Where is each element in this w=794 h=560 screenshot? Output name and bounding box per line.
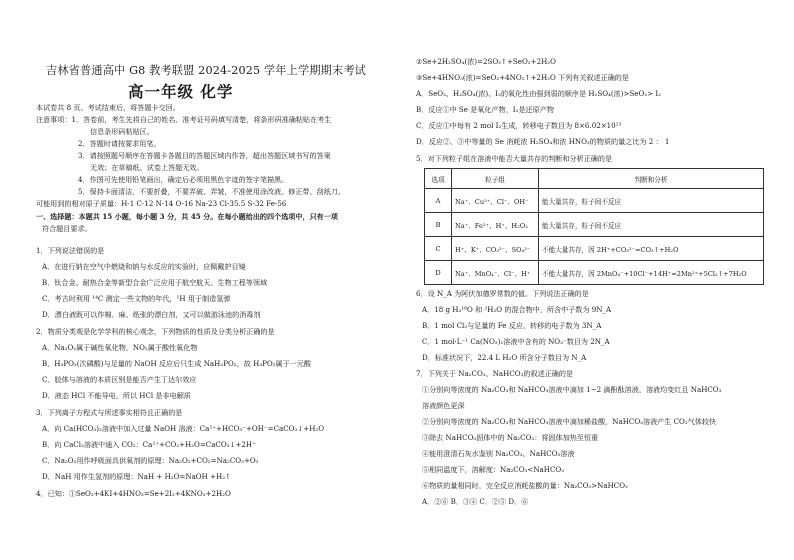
option-line: B．1 mol Cl₂与足量的 Fe 反应，转移的电子数为 3N_A (422, 321, 602, 330)
option-line: D．反应②、③中等量的 Se 消耗浓 H₂SO₄和浓 HNO₃的物质的量之比为 2 ： 1 (416, 137, 670, 146)
table-cell: 能大量共存，粒子间不反应 (539, 189, 764, 213)
option-line: D．液态 HCl 不能导电，所以 HCl 是非电解质 (42, 391, 191, 400)
option-line: D．标准状况下，22.4 L H₂O 所含分子数目为 N_A (422, 353, 587, 362)
question-stem: 1．下列说法错误的是 (36, 246, 105, 255)
option-line: C．考古时利用 ¹⁴C 测定一些文物的年代，¹H 用于制造氢弹 (42, 294, 231, 303)
option-line: C．1 mol·L⁻¹ Ca(NO₃)₂溶液中含有的 NO₃⁻数目为 2N_A (422, 337, 610, 346)
question-stem: 5．对下列粒子组在溶液中能否大量共存的判断和分析正确的是 (416, 154, 613, 163)
question-stem: 6．设 N_A 为阿伏加德罗常数的值。下列说法正确的是 (416, 289, 589, 298)
text-line: ④能用澄清石灰水鉴别 Na₂CO₃、NaHCO₃溶液 (422, 449, 575, 458)
table-cell: Na⁺、Fe²⁺、H⁺、H₂O₂ (452, 213, 539, 237)
option-line: A．Na₂O₂属于碱性氧化物，NO₂属于酸性氧化物 (42, 343, 198, 352)
text-line: 符合题目要求。 (42, 224, 92, 233)
table-cell: 不能大量共存，因 2H⁺+CO₃²⁻=CO₂↑+H₂O (539, 237, 764, 261)
table-row (425, 237, 764, 261)
table-cell: D (425, 261, 452, 285)
text-line: ③Se+4HNO₃(浓)=SeO₂+4NO₂↑+2H₂O 下列有关叙述正确的是 (416, 73, 629, 82)
table-header-cell: 判断和分析 (539, 169, 764, 189)
text-line: ②Se+2H₂SO₄(浓)=2SO₂↑+SeO₂+2H₂O (416, 57, 556, 66)
table-cell: B (425, 213, 452, 237)
text-line: 注意事项：1．答卷前，考生先将自己的姓名、准考证号码填写清楚，将条形码准确粘贴在考生 (36, 115, 332, 124)
table-header-cell: 粒子组 (452, 169, 539, 189)
table-row (425, 261, 764, 285)
text-line: 3．请按照题号顺序在答题卡各题目的答题区域内作答，超出答题区域书写的答案 (78, 151, 331, 160)
ion-coexistence-table (424, 168, 764, 285)
option-line: A．②⑥ B．③④ C．②⑤ D．⑥ (422, 497, 529, 506)
question-stem: 7．下列关于 Na₂CO₃、NaHCO₃的叙述正确的是 (416, 369, 574, 378)
text-line: 信息条形码粘贴区。 (90, 127, 154, 136)
option-line: C．Na₂O₂用作呼吸面具供氧剂的原理：Na₂O₂+CO₂=Na₂CO₃+O₂ (42, 456, 259, 465)
option-line: D．漂白液既可以作棉、麻、纸张的漂白剂，又可以做游泳池的消毒剂 (42, 310, 261, 319)
table-header-row (425, 169, 764, 189)
table-cell: Na⁺、Cu²⁺、Cl⁻、OH⁻ (452, 189, 539, 213)
text-line: 无效；在草稿纸、试卷上答题无效。 (90, 163, 204, 172)
text-line: 本试卷共 8 页。考试结束后，将答题卡交回。 (36, 103, 180, 112)
table-header-cell: 选项 (425, 169, 452, 189)
table-cell: 能大量共存，粒子间不反应 (539, 213, 764, 237)
text-line: ⑥物质的量相同时，完全反应消耗盐酸的量：Na₂CO₃>NaHCO₃ (422, 481, 628, 490)
exam-title: 吉林省普通高中 G8 教考联盟 2024-2025 学年上学期期末考试 (46, 64, 367, 77)
text-line: ①分别向等浓度的 Na₂CO₃和 NaHCO₃溶液中滴加 1~2 滴酚酞溶液，溶液均变红且 NaHCO₃ (422, 385, 722, 394)
section-heading: 一、选择题：本题共 15 小题，每小题 3 分，共 45 分。在每小题给出的四个选项中，只有一项 (36, 212, 338, 221)
text-line: ③除去 NaHCO₃固体中的 Na₂CO₃：将固体加热至恒重 (422, 433, 599, 442)
option-line: A．SeO₂、H₂SO₄(浓)、I₂的氧化性由强到弱的顺序是 H₂SO₄(浓)>SeO₂> I₂ (416, 89, 662, 98)
question-stem: 4．已知：①SeO₂+4KI+4HNO₃=Se+2I₂+4KNO₃+2H₂O (36, 489, 231, 498)
option-line: B．H₃PO₂(次磷酸)与足量的 NaOH 反应后只生成 NaH₂PO₂，故 H₃PO₂属于一元酸 (42, 359, 311, 368)
option-line: B．向 CaCl₂溶液中通入 CO₂：Ca²⁺+CO₂+H₂O=CaCO₃↓+2H⁺ (42, 440, 256, 449)
question-stem: 3．下列离子方程式与所述事实相符且正确的是 (36, 408, 183, 417)
text-line: 4．作图可先使用铅笔画出，确定后必须用黑色字迹的签字笔描黑。 (78, 175, 289, 184)
option-line: B．反应①中 Se 是氧化产物，I₂是还原产物 (416, 105, 554, 114)
table-row (425, 189, 764, 213)
text-line: 溶液颜色更深 (422, 401, 465, 410)
table-row (425, 213, 764, 237)
text-line: ②分别向等浓度的 Na₂CO₃和 NaHCO₃溶液中滴加稀盐酸，NaHCO₃溶液产生 CO₂气体较快 (422, 417, 717, 426)
question-stem: 2．物质分类观是化学学科的核心观念，下列物质的性质及分类分析正确的是 (36, 327, 275, 336)
table-cell: H⁺、K⁺、CO₃²⁻、SO₄²⁻ (452, 237, 539, 261)
table-cell: Na⁺、MnO₄⁻、Cl⁻、H⁺ (452, 261, 539, 285)
option-line: A．18 g H₂¹⁸O 和 ²H₂O 的混合物中，所含中子数为 9N_A (422, 305, 612, 314)
exam-subtitle: 高一年级 化学 (128, 82, 234, 101)
text-line: 2．答题时请按要求用笔。 (78, 139, 161, 148)
option-line: A．向 Ca(HCO₃)₂溶液中加入过量 NaOH 溶液：Ca²⁺+HCO₃⁻+OH⁻=CaCO₃↓+H₂O (42, 424, 325, 433)
option-line: C．反应①中每有 2 mol I₂生成，转移电子数目为 8×6.02×10²³ (416, 121, 622, 130)
text-line: 可能用到的相对原子质量：H-1 C-12 N-14 O-16 Na-23 Cl-35.5 S-32 Fe-56 (36, 199, 287, 208)
option-line: D．NaH 用作生氢剂的原理：NaH + H₂O=NaOH +H₂↑ (42, 472, 231, 481)
table-cell: C (425, 237, 452, 261)
text-line: ⑤相同温度下，溶解度：Na₂CO₃<NaHCO₃ (422, 465, 565, 474)
text-line: 5．保持卡面清洁，不要折叠，不要弄破、弄皱，不准使用涂改液、修正带、刮纸刀。 (78, 187, 345, 196)
table-cell: 不能大量共存，因 2MnO₄⁻+10Cl⁻+14H⁺=2Mn²⁺+5Cl₂↑+7H₂O (539, 261, 764, 285)
table-cell: A (425, 189, 452, 213)
option-line: B．钛合金、耐热合金等新型合金广泛应用于航空航天、生物工程等领域 (42, 278, 268, 287)
option-line: C．胶体与溶液的本质区别是能否产生丁达尔效应 (42, 375, 197, 384)
option-line: A．在进行钠在空气中燃烧和钠与水反应的实验时，应佩戴护目镜 (42, 262, 246, 271)
